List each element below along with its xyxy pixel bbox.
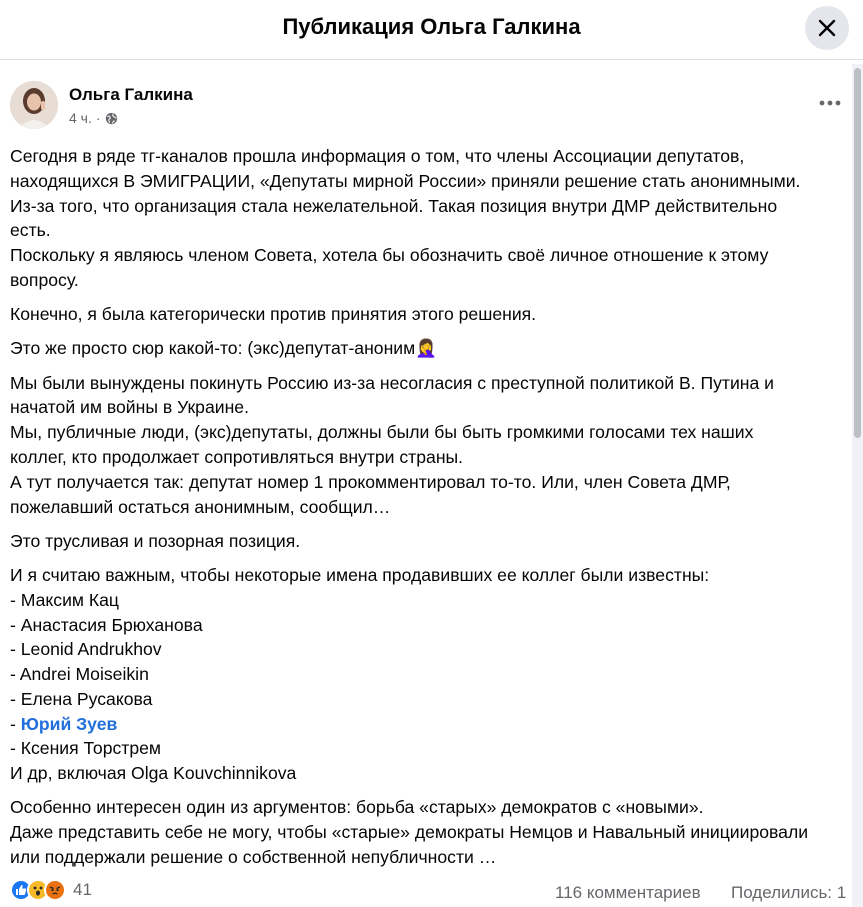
post-body (10, 144, 850, 879)
text-line: Сегодня в ряде тг-каналов прошла информация о том, что члены Ассоциации депутатов, (10, 146, 745, 166)
post-footer (0, 877, 852, 907)
text-line: А тут получается так: депутат номер 1 прокомментировал то-то. Или, член Совета ДМР, (10, 471, 731, 492)
text-line: И др, включая Olga Kouvchinnikova (10, 763, 297, 784)
text-line: или поддержали решение о собственной непубличности … (10, 847, 497, 868)
text-line: пожелавший остаться анонимным, сообщил… (10, 496, 391, 517)
list-item (10, 712, 850, 737)
post-paragraph (10, 336, 850, 361)
reactions-summary[interactable] (10, 879, 92, 901)
text-line: Мы были вынуждены покинуть Россию из-за несогласия с преступной политикой В. Путина и (10, 372, 775, 393)
tagged-person-link[interactable]: Юрий Зуев (20, 713, 118, 734)
text-line: Из-за того, что организация стала нежелательной. Такая позиция внутри ДМР действительно (10, 195, 778, 216)
dialog-title: Публикация Ольга Галкина (282, 14, 581, 39)
post-meta (69, 110, 118, 126)
list-item: - Leonid Andrukhov (10, 639, 162, 660)
text-line: вопросу. (10, 269, 79, 290)
list-item: - Елена Русакова (10, 688, 153, 709)
post-paragraph (10, 795, 850, 869)
text-line: Конечно, я была категорически против принятия этого решения. (10, 304, 537, 325)
text-segment: Это же просто сюр какой-то: (экс)депутат-аноним (10, 338, 416, 359)
close-button[interactable] (805, 6, 849, 50)
meta-separator: · (95, 110, 101, 126)
scrollbar[interactable] (852, 64, 863, 907)
text-line (10, 336, 850, 361)
post-options-button[interactable] (812, 89, 848, 117)
text-line: начатой им войны в Украине. (10, 397, 249, 418)
list-prefix: - (10, 713, 21, 734)
facepalm-emoji: 🤦‍♀️ (415, 338, 438, 359)
more-horizontal-icon (819, 100, 841, 106)
scrollbar-thumb[interactable] (854, 68, 861, 438)
text-line: И я считаю важным, чтобы некоторые имена продавивших ее коллег были известны: (10, 564, 710, 585)
post-paragraph (10, 302, 850, 327)
text-line: Поскольку я являюсь членом Совета, хотела бы обозначить своё личное отношение к этому (10, 245, 769, 266)
author-name[interactable]: Ольга Галкина (69, 85, 193, 104)
text-line: есть. (10, 220, 51, 241)
post (0, 61, 852, 907)
close-icon (817, 18, 837, 38)
text-line: коллег, кто продолжает сопротивляться внутри страны. (10, 446, 464, 467)
list-item: - Andrei Moiseikin (10, 664, 149, 685)
text-line: Особенно интересен один из аргументов: борьба «старых» демократов с «новыми». (10, 797, 704, 818)
text-line: Даже представить себе не могу, чтобы «старые» демократы Немцов и Навальный инициировали (10, 822, 809, 843)
text-line: Это трусливая и позорная позиция. (10, 530, 301, 551)
shares-count-link[interactable]: Поделились: 1 (731, 883, 847, 902)
reactions-count: 41 (73, 880, 92, 899)
globe-icon (105, 112, 118, 125)
post-paragraph (10, 563, 850, 786)
text-line: Мы, публичные люди, (экс)депутаты, должны были бы быть громкими голосами тех наших (10, 422, 754, 443)
list-item: - Ксения Торстрем (10, 738, 161, 759)
comments-count-link[interactable]: 116 комментариев (555, 883, 701, 902)
post-paragraph (10, 144, 850, 293)
post-paragraph (10, 371, 850, 520)
angry-reaction-icon (44, 879, 66, 901)
author-avatar[interactable] (10, 81, 58, 129)
list-item: - Анастасия Брюханова (10, 614, 203, 635)
post-paragraph (10, 529, 850, 554)
dialog-header (0, 0, 863, 60)
list-item: - Максим Кац (10, 589, 119, 610)
text-line: находящихся В ЭМИГРАЦИИ, «Депутаты мирной России» приняли решение стать анонимными. (10, 170, 801, 191)
post-time[interactable]: 4 ч. (69, 110, 92, 126)
